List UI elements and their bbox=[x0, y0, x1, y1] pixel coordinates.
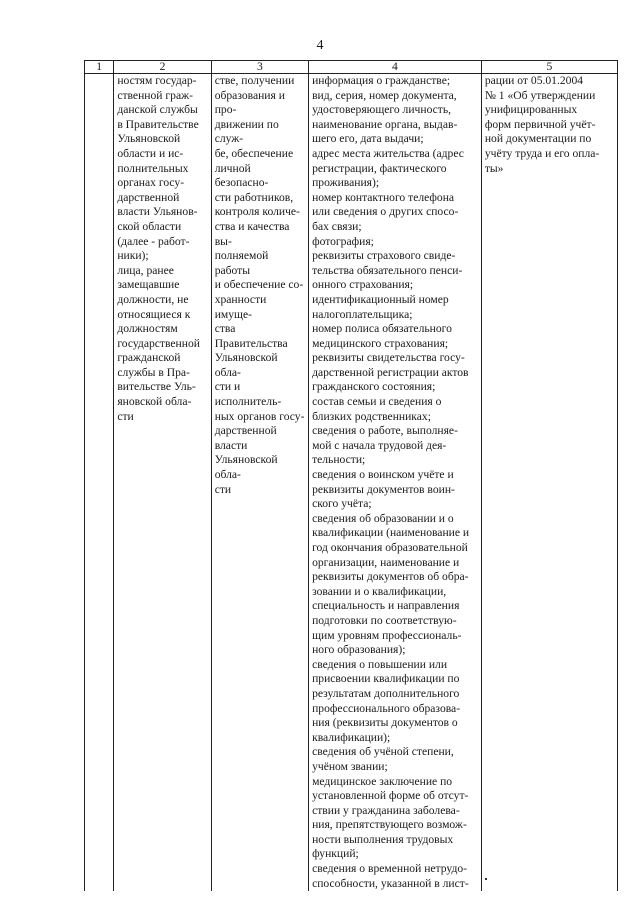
cell-col4-text: информация о гражданстве; вид, серия, номер документа, удостоверяющего личность, наименование органа, выдав- шего его, дата выдачи; адрес места жительства (адрес регистрации, фактического проживания); номер контактного телефона или сведения о других спосо- бах связи; фотография; реквизиты страхового свиде- тельства обязательного пенси- онного страхования; идентификационный номер налогоплательщика; номер полиса обязательного медицинского страхования; реквизиты свидетельства госу- дарственной регистрации актов гражданского состояния; состав семьи и сведения о близких родственниках; сведения о работе, выполняе- мой с начала трудовой дея- тельности; сведения о воинском учёте и реквизиты документов воин- ского учёта; сведения об образовании и о квалификации (наименование и год окончания образовательной организации, наименование и реквизиты документов об обра- зовании и о квалификации, специальность и направления подготовки по соответствую- щим уровням профессиональ- ного образования); сведения о повышении или присвоении квалификации по результатам дополнительного профессионального образова- ния (реквизиты документов о квалификации); сведения об учёной степени, учёном звании; медицинское заключение по установленной форме об отсут- ствии у гражданина заболева- ния, препятствующего возмож- ности выполнения трудовых функций; сведения о временной нетрудо- способности, указанной в лист- bbox=[312, 74, 470, 890]
cell-col5 bbox=[481, 74, 617, 892]
column-header-4: 4 bbox=[309, 61, 482, 74]
column-header-5: 5 bbox=[481, 61, 617, 74]
cell-col3-text: стве, получении образования и про- движении по служ- бе, обеспечение личной безопасно- сти работников, контроля количе- ства и качества вы- полняемой работы и обеспечение со- хранности имуще- ства Правительства Ульяновской обла- сти и исполнитель- ных органов госу- дарственной власти Ульяновской обла- сти bbox=[214, 74, 305, 496]
column-header-2: 2 bbox=[114, 61, 211, 74]
scan-mark bbox=[485, 878, 487, 880]
page-number: 4 bbox=[316, 38, 324, 53]
cell-col5-text: рации от 05.01.2004 № 1 «Об утверждении унифицированных форм первичной учёт- ной документации по учёту труда и его опла- ты» bbox=[484, 74, 600, 175]
document-table bbox=[84, 60, 618, 891]
cell-col1 bbox=[85, 74, 114, 892]
column-header-1: 1 bbox=[85, 61, 114, 74]
table-header-row bbox=[85, 61, 618, 74]
cell-col2 bbox=[114, 74, 211, 892]
cell-col3 bbox=[211, 74, 308, 892]
cell-col4 bbox=[309, 74, 482, 892]
cell-col2-text: ностям государ- ственной граж- данской службы в Правительстве Ульяновской области и ис- полнительных органах госу- дарственной власти Ульянов- ской области (далее - работ- ники); лица, ранее замещавшие должности, не относящиеся к должностям государственной гражданской службы в Пра- вительстве Уль- яновской обла- сти bbox=[117, 74, 200, 423]
column-header-3: 3 bbox=[211, 61, 308, 74]
table-row bbox=[85, 74, 618, 892]
